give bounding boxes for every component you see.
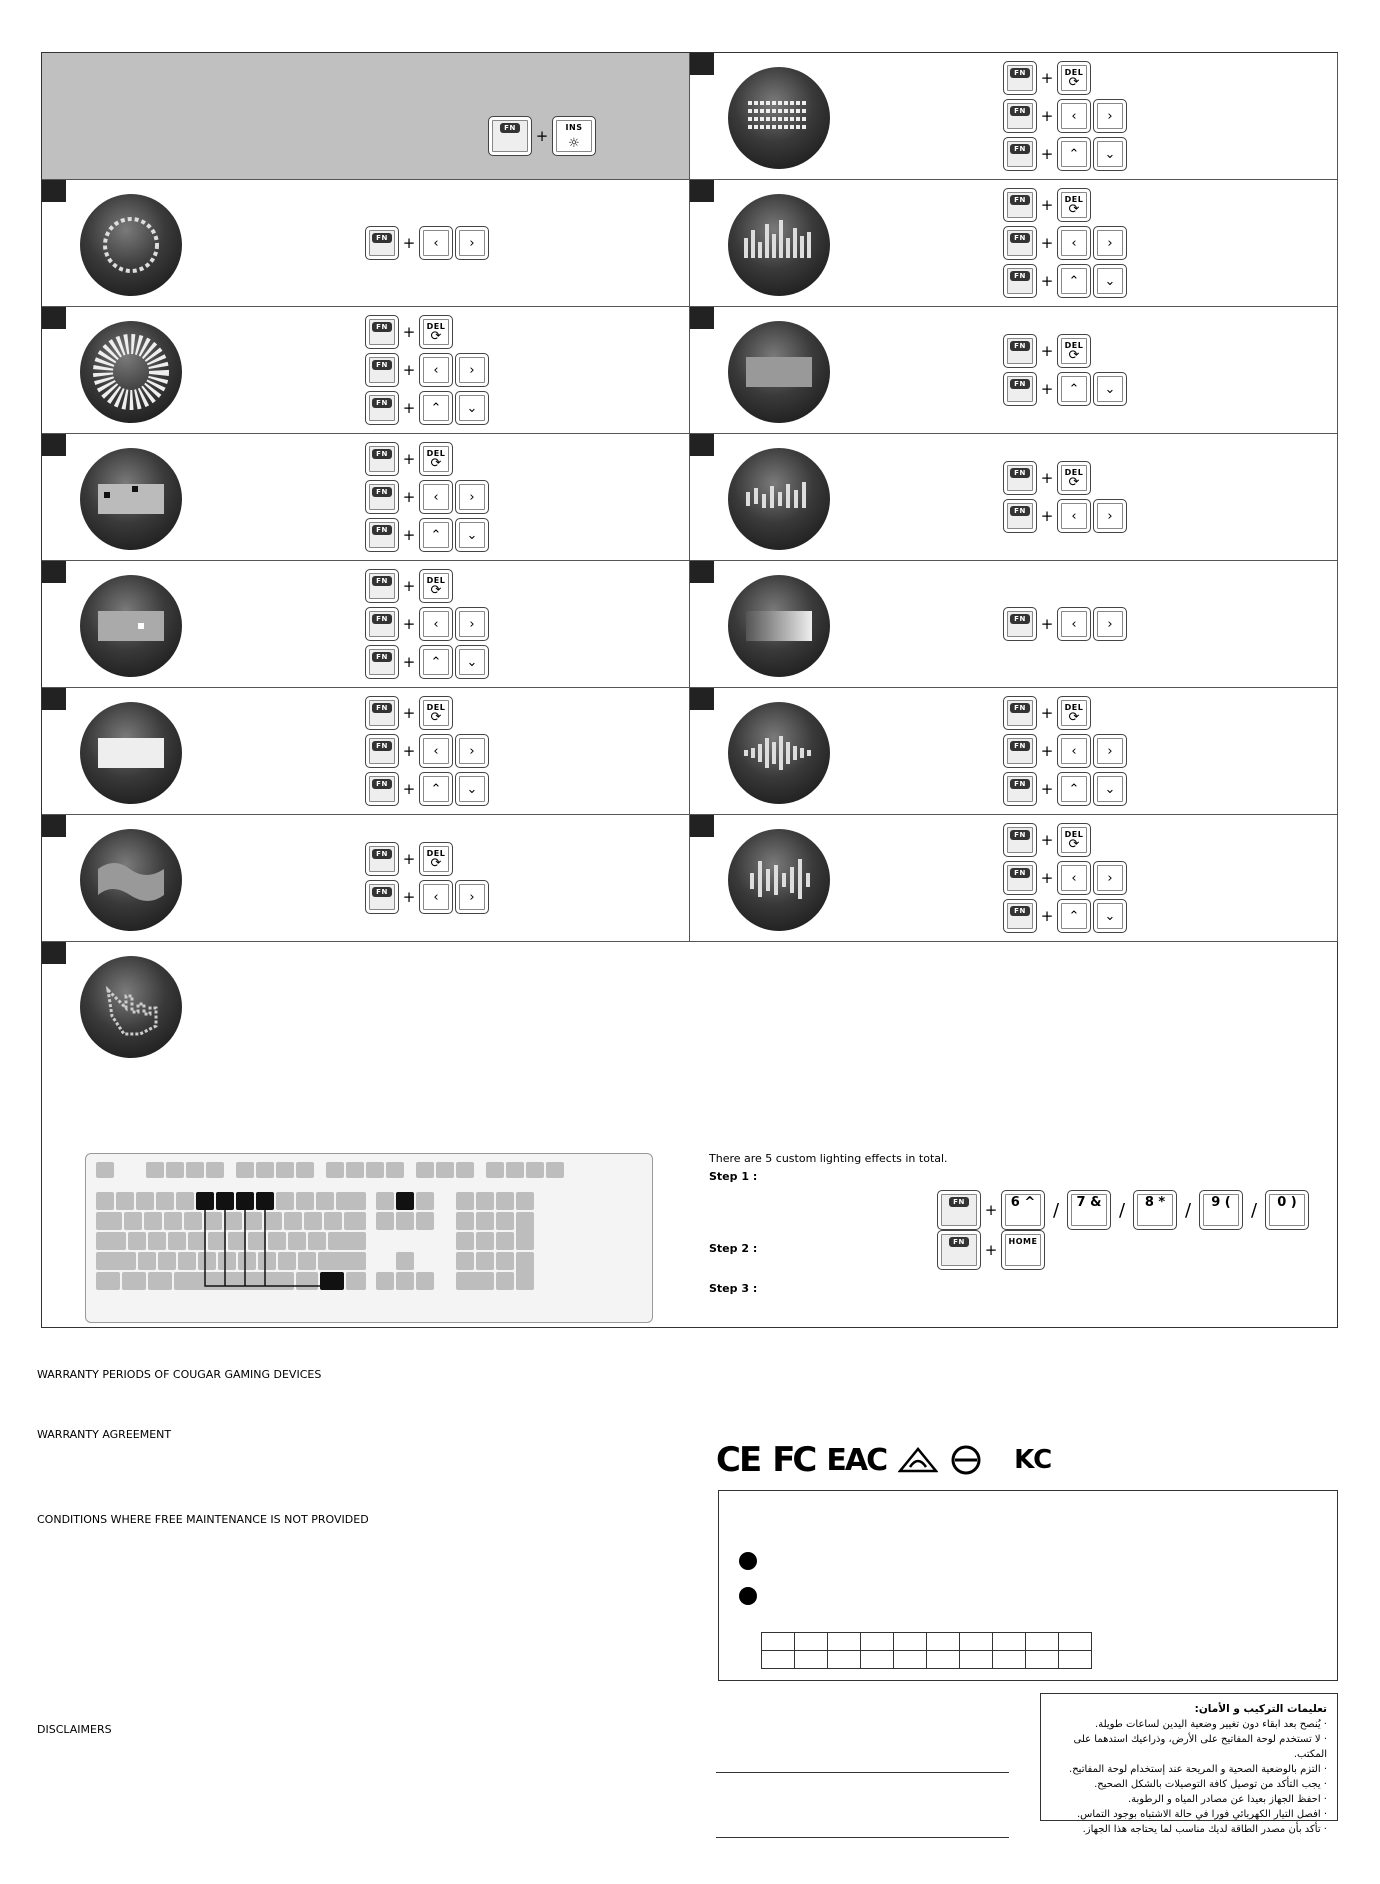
plus-sign: + (1040, 469, 1054, 487)
signature-line (716, 1772, 1009, 1773)
eac-mark-icon: EAC (826, 1442, 887, 1478)
right-arrow-key: › (1093, 226, 1127, 260)
up-arrow-key: ⌃ (1057, 137, 1091, 171)
combo-fn-up-down (365, 391, 489, 425)
wave-bars-icon (728, 448, 830, 550)
right-arrow-key: › (1093, 734, 1127, 768)
left-arrow-key: ‹ (1057, 861, 1091, 895)
fn-key: FN (1003, 607, 1037, 641)
combo-fn-left-right (1003, 607, 1127, 641)
combo-fn-left-right (1003, 861, 1127, 895)
up-arrow-key: ⌃ (1057, 899, 1091, 933)
fn-key: FN (365, 569, 399, 603)
slash-sign: / (1118, 1199, 1126, 1221)
fn-key: FN (937, 1230, 981, 1270)
left-arrow-key: ‹ (1057, 226, 1091, 260)
combo-fn-up-down (1003, 772, 1127, 806)
combo-fn-left-right (365, 734, 489, 768)
fn-key: FN (1003, 696, 1037, 730)
effect-cell-r1 (690, 180, 1338, 307)
effect-orb-icon (80, 702, 182, 804)
arabic-line: · التزم بالوضعية الصحية و المريحة عند إستخدام لوحة المفاتيح. (1069, 1764, 1327, 1775)
effect-orb-icon (80, 194, 182, 296)
brightness-combo (488, 119, 596, 153)
combo-fn-left-right (1003, 734, 1127, 768)
plus-sign: + (1040, 380, 1054, 398)
plus-sign: + (1040, 869, 1054, 887)
kc-mark-icon: KC (1014, 1445, 1053, 1475)
effect-marker (42, 561, 66, 583)
arabic-line: · احفظ الجهاز بعيدا عن مصادر المياه و الرطوبة. (1127, 1794, 1327, 1805)
plus-sign: + (1040, 742, 1054, 760)
combo-fn-left-right (1003, 226, 1127, 260)
combo-fn-del (365, 315, 453, 349)
slash-sign: / (1184, 1199, 1192, 1221)
fn-key: FN (1003, 61, 1037, 95)
fn-key: FN (488, 116, 532, 156)
plus-sign: + (402, 850, 416, 868)
fn-key: FN (365, 772, 399, 806)
effect-marker (42, 180, 66, 202)
del-key: DEL ⟳ (419, 442, 453, 476)
effect-orb-icon (728, 67, 830, 169)
combo-fn-left-right (365, 880, 489, 914)
fn-key: FN (365, 734, 399, 768)
plus-sign: + (402, 526, 416, 544)
plus-sign: + (535, 127, 549, 145)
plus-sign: + (1040, 272, 1054, 290)
fcc-mark-icon: FC (772, 1440, 815, 1480)
fn-key: FN (1003, 734, 1037, 768)
fn-key: FN (1003, 772, 1037, 806)
effect-orb-icon (728, 448, 830, 550)
effect-marker (690, 688, 714, 710)
down-arrow-key: ⌄ (1093, 772, 1127, 806)
pointer-hand-icon (80, 956, 182, 1058)
plus-sign: + (1040, 342, 1054, 360)
fn-key: FN (365, 607, 399, 641)
right-arrow-key: › (1093, 499, 1127, 533)
up-arrow-key: ⌃ (419, 772, 453, 806)
effect-marker (42, 434, 66, 456)
del-key: DEL ⟳ (419, 842, 453, 876)
del-key: DEL ⟳ (1057, 823, 1091, 857)
left-arrow-key: ‹ (419, 226, 453, 260)
ukrsepro-mark-icon (950, 1444, 982, 1476)
del-key: DEL ⟳ (1057, 61, 1091, 95)
fn-key: FN (1003, 499, 1037, 533)
fn-key: FN (365, 442, 399, 476)
fn-key: FN (1003, 99, 1037, 133)
effect-orb-icon (80, 575, 182, 677)
keyboard-layout-drawing (86, 1154, 654, 1324)
plus-sign: + (402, 450, 416, 468)
effect-cell-r6 (690, 815, 1338, 942)
combo-fn-del (1003, 696, 1091, 730)
effect-cell-l5 (42, 688, 690, 815)
plus-sign: + (402, 488, 416, 506)
fn-key: FN (1003, 264, 1037, 298)
del-key: DEL ⟳ (1057, 188, 1091, 222)
plus-sign: + (1040, 615, 1054, 633)
key-8: 8 * (1133, 1190, 1177, 1230)
combo-fn-del (1003, 188, 1091, 222)
arabic-line: · تأكد بأن مصدر الطاقة لديك مناسب لما يحتاجه هذا الجهاز. (1082, 1824, 1327, 1835)
left-arrow-key: ‹ (419, 607, 453, 641)
fn-key: FN (365, 315, 399, 349)
plus-sign: + (1040, 831, 1054, 849)
dot-matrix-icon (728, 67, 830, 169)
combo-fn-left-right (365, 226, 489, 260)
combo-fn-up-down (1003, 372, 1127, 406)
effect-marker (690, 815, 714, 837)
fn-key: FN (1003, 334, 1037, 368)
left-arrow-key: ‹ (419, 353, 453, 387)
key-0: 0 ) (1265, 1190, 1309, 1230)
left-arrow-key: ‹ (1057, 607, 1091, 641)
effect-cell-l4 (42, 561, 690, 688)
arabic-title: تعليمات التركيب و الأمان: (1194, 1703, 1327, 1715)
conditions-heading: CONDITIONS WHERE FREE MAINTENANCE IS NOT PROVIDED (37, 1513, 369, 1526)
lighting-effects-table (41, 52, 1338, 1328)
ins-key: INS ☼ (552, 116, 596, 156)
combo-fn-del (1003, 461, 1091, 495)
plus-sign: + (402, 361, 416, 379)
custom-intro-text: There are 5 custom lighting effects in total. (709, 1152, 948, 1165)
effect-marker (690, 307, 714, 329)
gradient-grid-icon (728, 575, 830, 677)
plus-sign: + (1040, 780, 1054, 798)
right-arrow-key: › (455, 734, 489, 768)
fn-key: FN (365, 880, 399, 914)
up-arrow-key: ⌃ (1057, 772, 1091, 806)
plus-sign: + (1040, 234, 1054, 252)
bullet-dot-icon (739, 1587, 757, 1605)
combo-fn-up-down (365, 518, 489, 552)
right-arrow-key: › (455, 607, 489, 641)
fn-key: FN (1003, 372, 1037, 406)
right-arrow-key: › (1093, 607, 1127, 641)
effect-marker (42, 307, 66, 329)
slash-sign: / (1052, 1199, 1060, 1221)
combo-fn-up-down (1003, 264, 1127, 298)
combo-fn-left-right (1003, 99, 1127, 133)
combo-fn-left-right (365, 353, 489, 387)
home-key: HOME (1001, 1230, 1045, 1270)
plus-sign: + (402, 704, 416, 722)
fn-key: FN (365, 518, 399, 552)
combo-fn-del (365, 842, 453, 876)
down-arrow-key: ⌄ (1093, 372, 1127, 406)
fn-key: FN (365, 645, 399, 679)
spectrum-icon (728, 702, 830, 804)
ripple-icon (80, 194, 182, 296)
effect-orb-icon (80, 829, 182, 931)
effect-orb-icon (80, 956, 182, 1058)
step2-combo (937, 1230, 1045, 1270)
effect-marker (690, 53, 714, 75)
combo-fn-del (1003, 823, 1091, 857)
fn-key: FN (1003, 226, 1037, 260)
effect-cell-l2 (42, 307, 690, 434)
fn-key: FN (365, 480, 399, 514)
fn-key: FN (1003, 188, 1037, 222)
key-6: 6 ^ (1001, 1190, 1045, 1230)
key-7: 7 & (1067, 1190, 1111, 1230)
combo-fn-del (1003, 334, 1091, 368)
plus-sign: + (402, 323, 416, 341)
plus-sign: + (402, 888, 416, 906)
flag-wave-icon (80, 829, 182, 931)
plus-sign: + (1040, 907, 1054, 925)
substance-table (761, 1632, 1092, 1669)
effect-marker (690, 561, 714, 583)
down-arrow-key: ⌄ (455, 518, 489, 552)
effect-cell-r3 (690, 434, 1338, 561)
combo-fn-up-down (1003, 899, 1127, 933)
down-arrow-key: ⌄ (455, 645, 489, 679)
up-arrow-key: ⌃ (419, 645, 453, 679)
static-grid-icon (80, 702, 182, 804)
del-key: DEL ⟳ (1057, 696, 1091, 730)
fn-key: FN (1003, 899, 1037, 933)
combo-fn-up-down (1003, 137, 1127, 171)
right-arrow-key: › (1093, 99, 1127, 133)
bullet-dot-icon (739, 1552, 757, 1570)
combo-fn-left-right (365, 480, 489, 514)
disclaimers-heading: DISCLAIMERS (37, 1723, 112, 1736)
fn-key: FN (365, 391, 399, 425)
radial-wave-icon (80, 321, 182, 423)
left-arrow-key: ‹ (419, 734, 453, 768)
plus-sign: + (402, 399, 416, 417)
down-arrow-key: ⌄ (455, 391, 489, 425)
right-arrow-key: › (455, 480, 489, 514)
plus-sign: + (402, 653, 416, 671)
plus-sign: + (1040, 107, 1054, 125)
arabic-line: · لا تستخدم لوحة المفاتيح على الأرض، وذراعيك استدهما على المكتب. (1073, 1734, 1327, 1760)
combo-fn-up-down (365, 772, 489, 806)
del-key: DEL ⟳ (419, 569, 453, 603)
step3-label: Step 3 : (709, 1282, 758, 1295)
left-arrow-key: ‹ (1057, 499, 1091, 533)
step2-label: Step 2 : (709, 1242, 758, 1255)
left-arrow-key: ‹ (419, 880, 453, 914)
slash-sign: / (1250, 1199, 1258, 1221)
warranty-agreement-heading: WARRANTY AGREEMENT (37, 1428, 172, 1441)
right-arrow-key: › (455, 226, 489, 260)
keyboard-diagram (85, 1153, 653, 1323)
certification-logos (716, 1440, 1052, 1480)
arabic-line: · يجب التأكد من توصيل كافة التوصيلات بالشكل الصحيح. (1094, 1779, 1327, 1790)
custom-effect-cell (42, 942, 1338, 1328)
right-arrow-key: › (455, 353, 489, 387)
effect-orb-icon (728, 829, 830, 931)
recycling-info-box (718, 1490, 1338, 1681)
down-arrow-key: ⌄ (1093, 137, 1127, 171)
plus-sign: + (402, 577, 416, 595)
plus-sign: + (1040, 145, 1054, 163)
plus-sign: + (1040, 507, 1054, 525)
up-arrow-key: ⌃ (419, 518, 453, 552)
breathing-grid-icon (728, 321, 830, 423)
effect-marker (690, 180, 714, 202)
del-key: DEL ⟳ (1057, 461, 1091, 495)
arabic-line: · يُنصح بعد ابقاء دون تغيير وضعية اليدين لساعات طويلة. (1095, 1719, 1327, 1730)
up-arrow-key: ⌃ (419, 391, 453, 425)
ce-mark-icon: CE (716, 1440, 761, 1480)
right-arrow-key: › (455, 880, 489, 914)
reactive-grid-icon (80, 448, 182, 550)
signature-line (716, 1837, 1009, 1838)
combo-fn-del (365, 569, 453, 603)
key-9: 9 ( (1199, 1190, 1243, 1230)
left-arrow-key: ‹ (1057, 99, 1091, 133)
audio-bars-icon (728, 829, 830, 931)
fn-key: FN (1003, 461, 1037, 495)
down-arrow-key: ⌄ (1093, 899, 1127, 933)
warranty-periods-heading: WARRANTY PERIODS OF COUGAR GAMING DEVICES (37, 1368, 322, 1381)
combo-fn-del (365, 696, 453, 730)
fn-key: FN (365, 842, 399, 876)
effect-orb-icon (728, 702, 830, 804)
fn-key: FN (1003, 823, 1037, 857)
effect-marker (42, 815, 66, 837)
effect-orb-icon (728, 194, 830, 296)
effect-cell-l3 (42, 434, 690, 561)
plus-sign: + (402, 780, 416, 798)
down-arrow-key: ⌄ (455, 772, 489, 806)
plus-sign: + (1040, 196, 1054, 214)
plus-sign: + (1040, 69, 1054, 87)
del-key: DEL ⟳ (419, 315, 453, 349)
fn-key: FN (937, 1190, 981, 1230)
fn-key: FN (1003, 861, 1037, 895)
single-key-grid-icon (80, 575, 182, 677)
effect-orb-icon (728, 321, 830, 423)
arabic-safety-instructions (1040, 1693, 1338, 1835)
plus-sign: + (402, 742, 416, 760)
rcm-mark-icon (898, 1445, 938, 1475)
plus-sign: + (402, 615, 416, 633)
plus-sign: + (1040, 704, 1054, 722)
fn-key: FN (365, 696, 399, 730)
equalizer-icon (728, 194, 830, 296)
plus-sign: + (402, 234, 416, 252)
combo-fn-del (365, 442, 453, 476)
step1-label: Step 1 : (709, 1170, 758, 1183)
arabic-line: · افصل التيار الكهربائي فورا في حالة الاشتباه بوجود التماس. (1076, 1809, 1327, 1820)
effect-cell-r2 (690, 307, 1338, 434)
right-arrow-key: › (1093, 861, 1127, 895)
fn-key: FN (1003, 137, 1037, 171)
brightness-header-cell (42, 53, 690, 180)
effect-marker (690, 434, 714, 456)
effect-orb-icon (80, 448, 182, 550)
effect-marker (42, 942, 66, 964)
effect-cell-l1 (42, 180, 690, 307)
fn-key: FN (365, 226, 399, 260)
combo-fn-up-down (365, 645, 489, 679)
combo-fn-left-right (1003, 499, 1127, 533)
effect-cell-r5 (690, 688, 1338, 815)
up-arrow-key: ⌃ (1057, 264, 1091, 298)
left-arrow-key: ‹ (1057, 734, 1091, 768)
effect-cell-r4 (690, 561, 1338, 688)
effect-cell-r0 (690, 53, 1338, 180)
fn-key: FN (365, 353, 399, 387)
plus-sign: + (984, 1201, 998, 1219)
plus-sign: + (984, 1241, 998, 1259)
combo-fn-del (1003, 61, 1091, 95)
step1-combo (937, 1190, 1309, 1230)
combo-fn-left-right (365, 607, 489, 641)
del-key: DEL ⟳ (419, 696, 453, 730)
effect-orb-icon (80, 321, 182, 423)
effect-orb-icon (728, 575, 830, 677)
effect-marker (42, 688, 66, 710)
del-key: DEL ⟳ (1057, 334, 1091, 368)
left-arrow-key: ‹ (419, 480, 453, 514)
down-arrow-key: ⌄ (1093, 264, 1127, 298)
up-arrow-key: ⌃ (1057, 372, 1091, 406)
effect-cell-l6 (42, 815, 690, 942)
